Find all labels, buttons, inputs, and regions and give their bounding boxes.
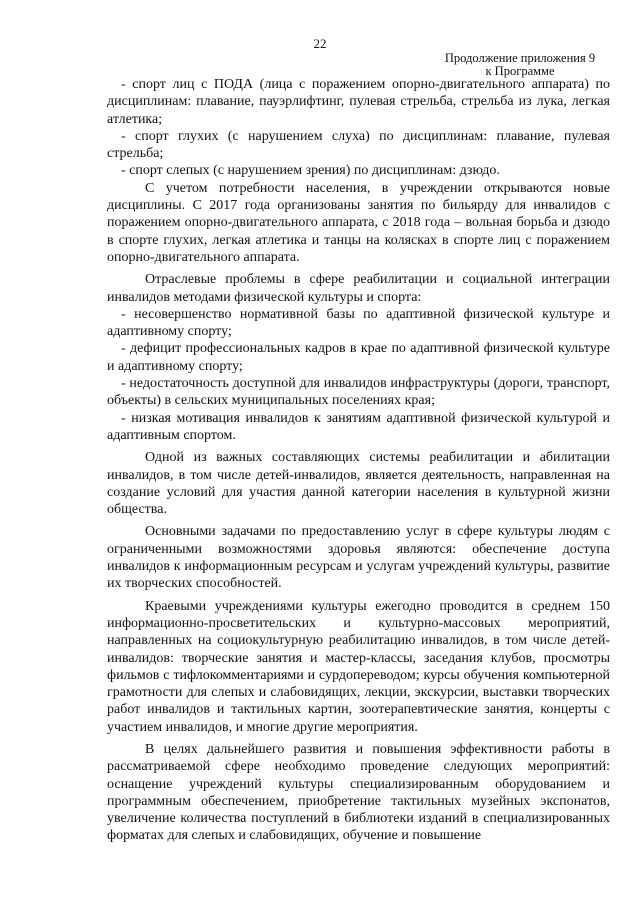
paragraph-new-disciplines: С учетом потребности населения, в учреждении открываются новые дисциплины. С 2017 года организованы занятия по бильярду для инвалидов с поражением опорно-двигательного аппарата, с 2018 года – вольная борьба и дзюдо в спорте глухих, легкая атлетика и танцы на колясках в спорте лиц с поражением опорно-двигательного аппарата.: [107, 180, 610, 265]
paragraph-sport-blind: - спорт слепых (с нарушением зрения) по дисциплинам: дзюдо.: [121, 163, 500, 179]
document-body: [107, 76, 610, 845]
paragraph-problem-staff: - дефицит профессиональных кадров в крае по адаптивной физической культуре и адаптивному спорту;: [107, 341, 610, 374]
paragraph-sport-deaf: - спорт глухих (с нарушением слуха) по дисциплинам: плавание, пулевая стрельба;: [107, 128, 610, 162]
appendix-header-line1: Продолжение приложения 9: [444, 51, 596, 65]
paragraph-culture-tasks: Основными задачами по предоставлению услуг в сфере культуры людям с ограниченными возможностями здоровья являются: обеспечение доступа инвалидов к информационным ресурсам и услугам учреждений культуры, развитие их творческих способностей.: [107, 524, 610, 592]
paragraph-problem-motivation: - низкая мотивация инвалидов к занятиям адаптивной физической культурой и адаптивным спортом.: [107, 410, 610, 443]
paragraph-development-measures: В целях дальнейшего развития и повышения эффективности работы в рассматриваемой сфере необходимо проведение следующих мероприятий: оснащение учреждений культуры специализированным оборудованием и программным обеспечением, приобретение тактильных музейных экспонатов, увеличение количества поступлений в библиотеки изданий в специализированных форматах для слепых и слабовидящих, обучение и повышение: [107, 741, 610, 844]
appendix-header: [440, 52, 600, 78]
paragraph-problem-infrastructure: - недостаточность доступной для инвалидов инфраструктуры (дороги, транспорт, объекты) в сельских муниципальных поселениях края;: [107, 376, 610, 409]
paragraph-culture-events: Краевыми учреждениями культуры ежегодно проводится в среднем 150 информационно-просветительских и культурно-массовых мероприятий, направленных на социокультурную реабилитацию инвалидов, в том числе детей-инвалидов: творческие занятия и мастер-классы, заседания клубов, просмотры фильмов с тифлокомментариями и сурдопереводом; курсы обучения компьютерной грамотности для слепых и слабовидящих, лекции, экскурсии, выставки творческих работ инвалидов и тактильных картин, зоотерапевтические занятия, концерты с участием инвалидов, и многие другие мероприятия.: [107, 598, 610, 735]
appendix-header-line2: к Программе: [485, 64, 555, 78]
paragraph-industry-problems: Отраслевые проблемы в сфере реабилитации и социальной интеграции инвалидов методами физической культуры и спорта:: [107, 272, 610, 305]
paragraph-sport-poda: - спорт лиц с ПОДА (лица с поражением опорно-двигательного аппарата) по дисциплинам: плавание, пауэрлифтинг, пулевая стрельба, стрельба из лука, легкая атлетика;: [107, 77, 610, 127]
paragraph-problem-regulation: - несовершенство нормативной базы по адаптивной физической культуре и адаптивному спорту;: [107, 306, 610, 340]
page-number: 22: [313, 36, 327, 51]
paragraph-rehabilitation: Одной из важных составляющих системы реабилитации и абилитации инвалидов, в том числе детей-инвалидов, является деятельность, направленная на создание условий для участия данной категории населения в культурной жизни общества.: [107, 450, 610, 518]
